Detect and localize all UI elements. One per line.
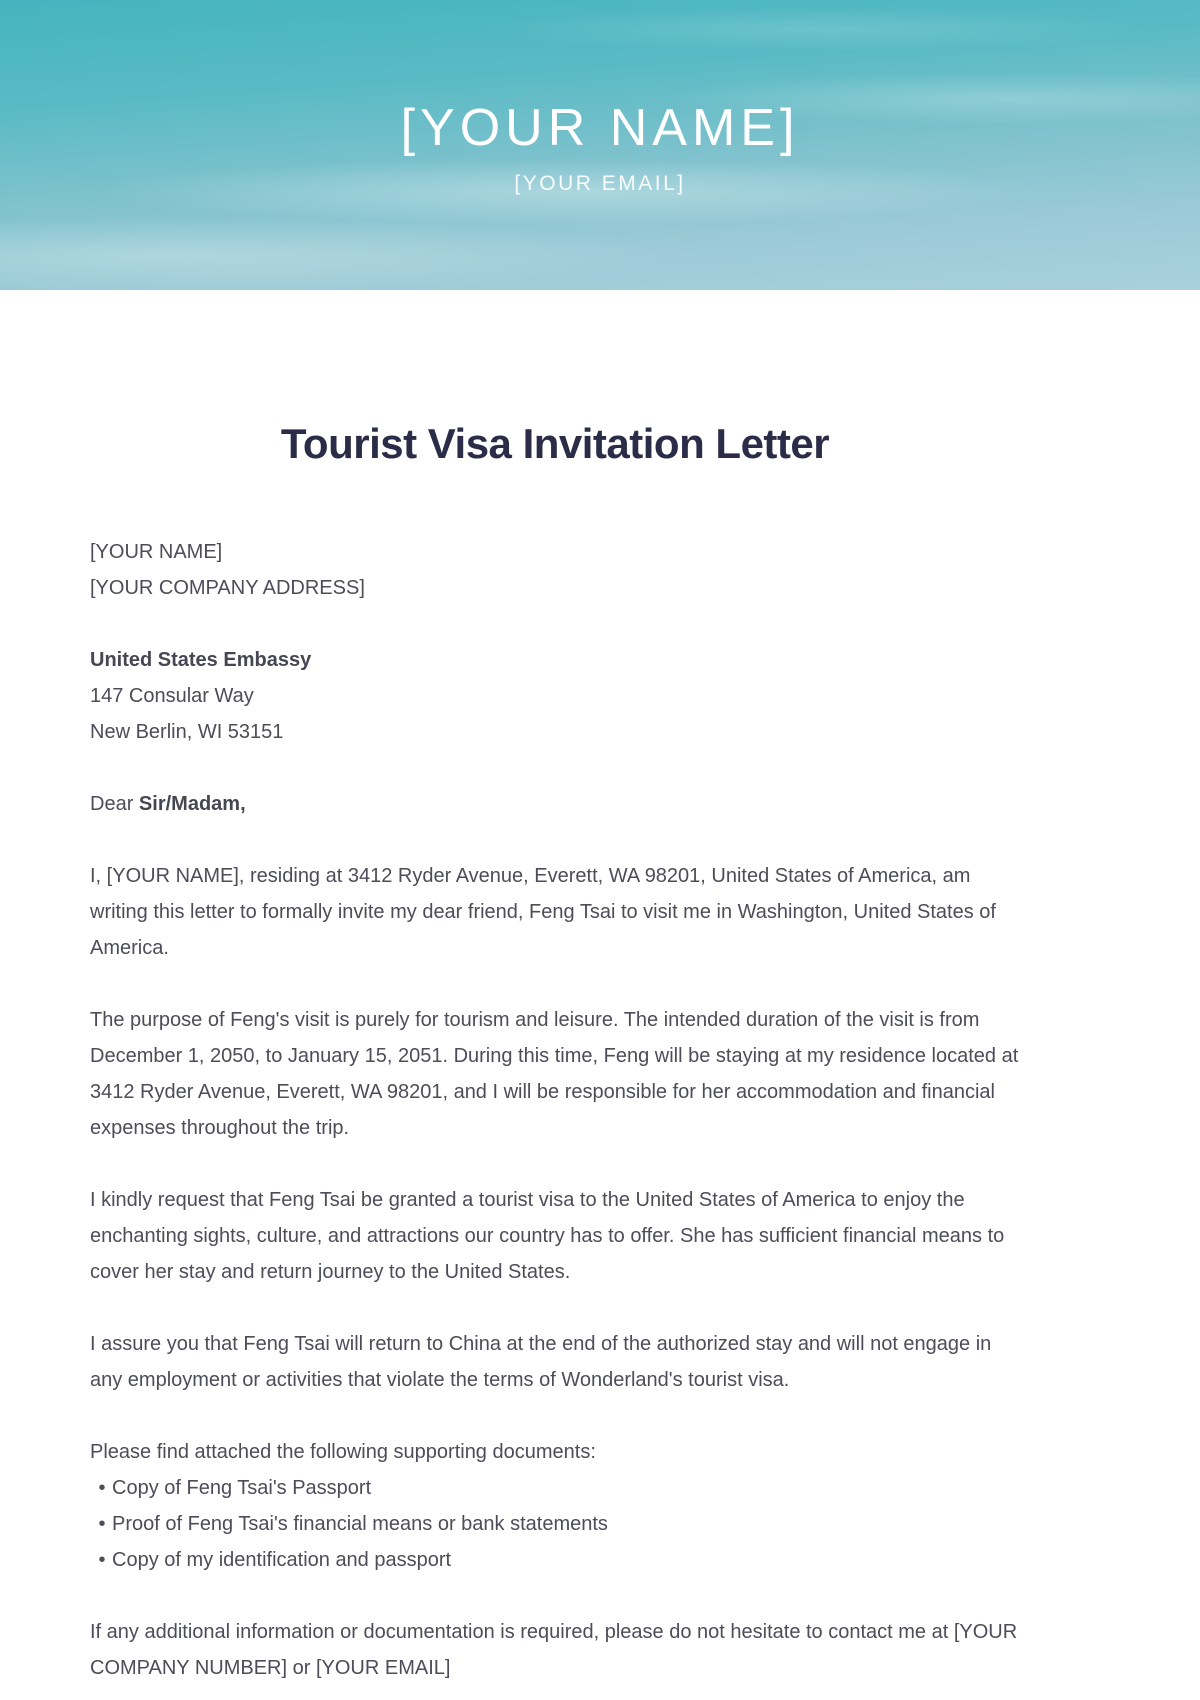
bullet-icon: • [98,1477,106,1499]
banner-your-name: [YOUR NAME] [400,99,800,157]
paragraph-assurance: I assure you that Feng Tsai will return to China at the end of the authorized stay and will not engage in any employment or activities that violate the terms of Wonderland's tourist visa. [90,1333,992,1391]
paragraph-introduction: I, [YOUR NAME], residing at 3412 Ryder Avenue, Everett, WA 98201, United States of America, am writing this letter to formally invite my dear friend, Feng Tsai to visit me in Washington, United States of America. [90,865,996,959]
salutation-addressee: Sir/Madam, [138,793,246,815]
salutation [90,786,1020,822]
attachments-intro: Please find attached the following supporting documents: [90,1441,596,1463]
page-title: Tourist Visa Invitation Letter [280,420,830,467]
attachment-item-identification: • Copy of my identification and passport [90,1542,1020,1578]
banner-your-email: [YOUR EMAIL] [514,172,686,195]
paragraph-closing: If any additional information or documentation is required, please do not hesitate to contact me at [YOUR COMPANY NUMBER] or [YOUR EMAIL] [90,1621,1018,1679]
letter-body [90,290,1020,1686]
attachment-item-financial-proof: • Proof of Feng Tsai's financial means or bank statements [90,1506,1020,1542]
recipient-name: United States Embassy [90,649,312,671]
bullet-icon: • [98,1513,106,1535]
recipient-city: New Berlin, WI 53151 [90,721,284,743]
recipient-street: 147 Consular Way [90,685,254,707]
attachment-item-passport-copy: • Copy of Feng Tsai's Passport [90,1470,1020,1506]
salutation-prefix: Dear [90,793,134,815]
attachments-list [90,1470,1020,1578]
sender-block [90,534,1020,606]
sender-name: [YOUR NAME] [90,541,223,563]
paragraph-request: I kindly request that Feng Tsai be granted a tourist visa to the United States of America to enjoy the enchanting sights, culture, and attractions our country has to offer. She has sufficient financial means to cover her stay and return journey to the United States. [90,1189,1005,1283]
banner [0,0,1200,290]
recipient-block [90,642,1020,750]
sender-address: [YOUR COMPANY ADDRESS] [90,577,365,599]
paragraph-purpose: The purpose of Feng's visit is purely for tourism and leisure. The intended duration of the visit is from December 1, 2050, to January 15, 2051. During this time, Feng will be staying at my residence located at 3412 Ryder Avenue, Everett, WA 98201, and I will be responsible for her accommodation and financial expenses throughout the trip. [90,1009,1019,1139]
bullet-icon: • [98,1549,106,1571]
